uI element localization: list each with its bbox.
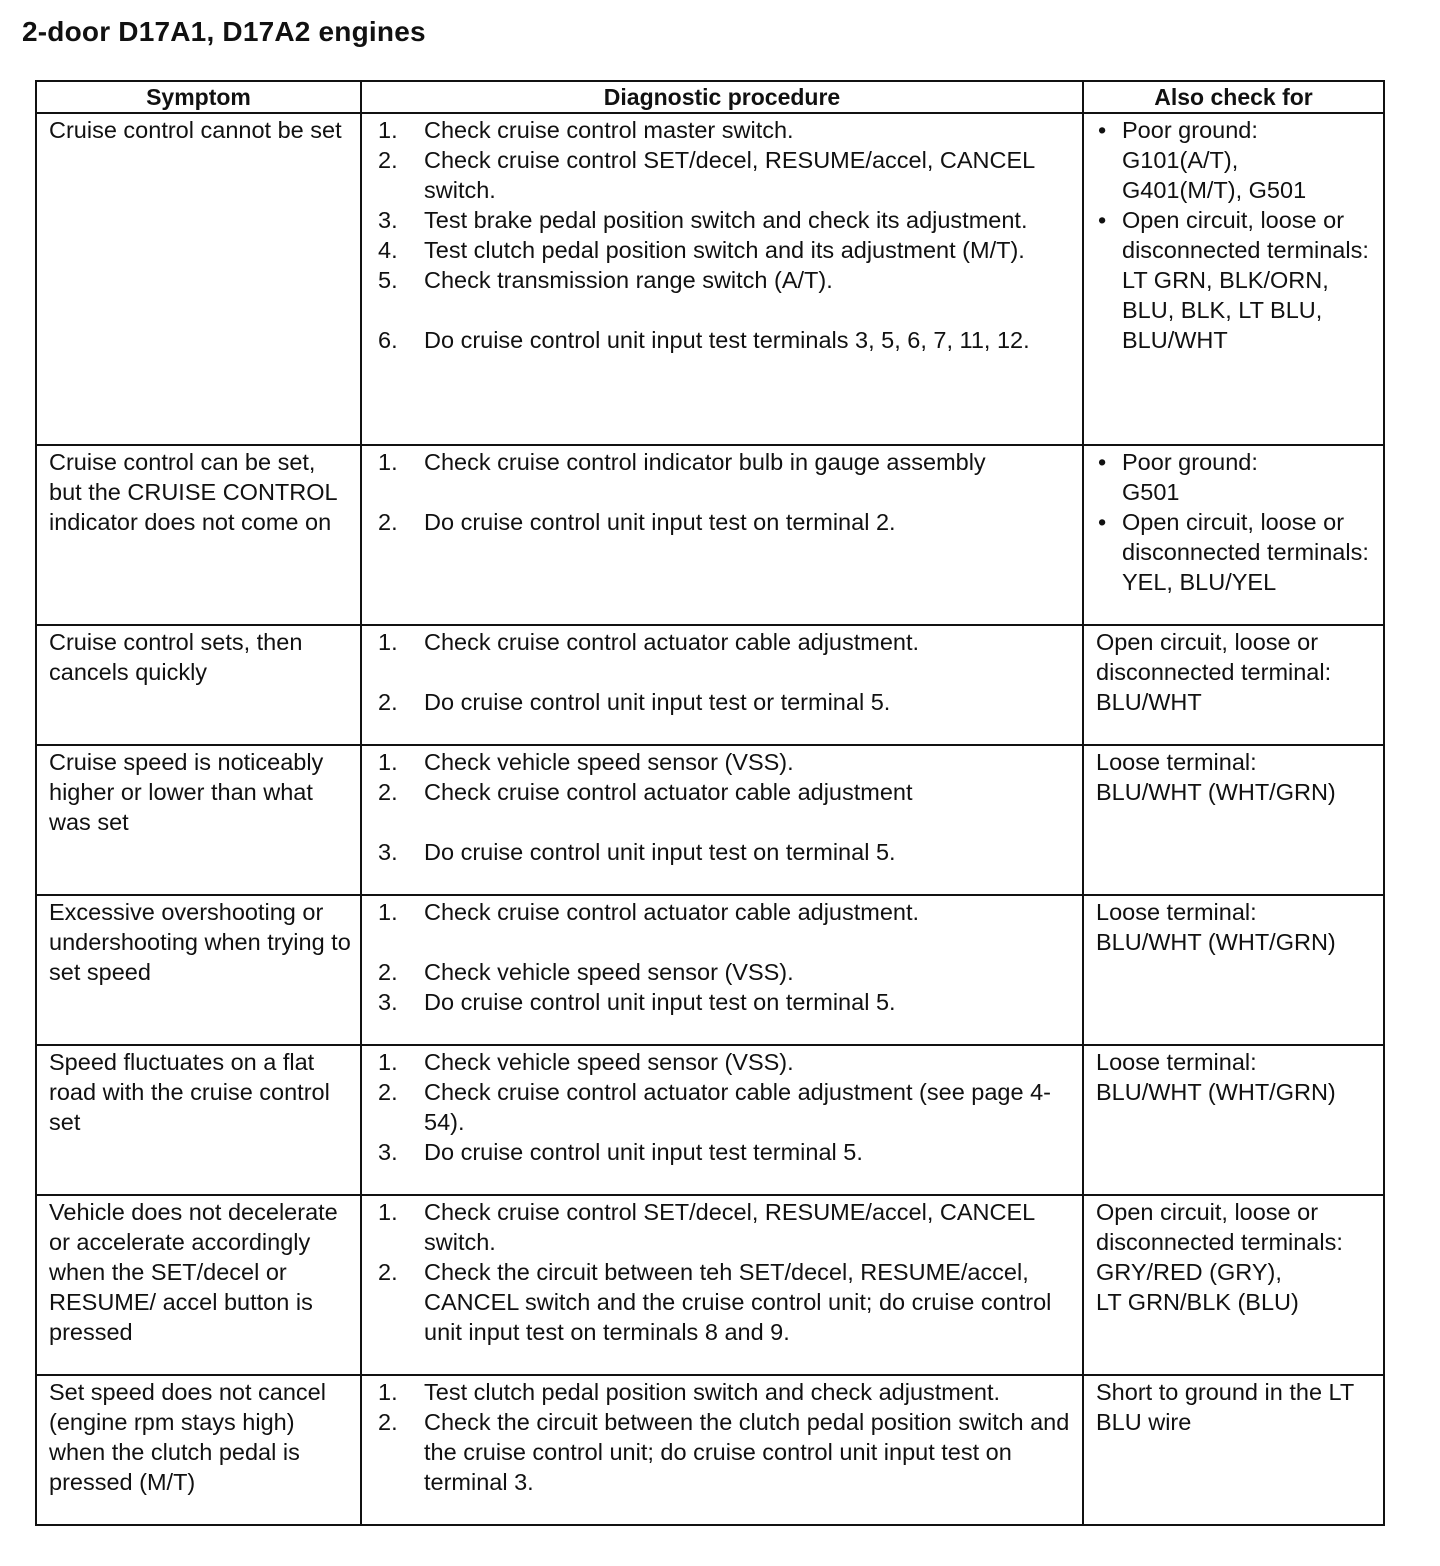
procedure-cell <box>361 895 1083 1045</box>
column-header-symptom: Symptom <box>36 81 361 113</box>
procedure-cell <box>361 1045 1083 1195</box>
diagnostic-table <box>35 80 1385 1526</box>
procedure-step: 1. Check vehicle speed sensor (VSS). <box>378 749 794 775</box>
procedure-step: 3. Do cruise control unit input test terminal 5. <box>378 1139 863 1165</box>
procedure-step: 2. Check the circuit between teh SET/decel, RESUME/accel, CANCEL switch and the cruise control unit; do cruise control unit input test on terminals 8 and 9. <box>378 1259 1052 1345</box>
also-check-cell <box>1083 1375 1384 1525</box>
procedure-cell <box>361 1375 1083 1525</box>
procedure-step: 1. Test clutch pedal position switch and check adjustment. <box>378 1379 1001 1405</box>
procedure-step: 6. Do cruise control unit input test terminals 3, 5, 6, 7, 11, 12. <box>378 327 1030 353</box>
procedure-step: 2. Do cruise control unit input test or terminal 5. <box>378 689 891 715</box>
also-check-cell <box>1083 895 1384 1045</box>
table-row <box>36 445 1384 625</box>
symptom-cell: Speed fluctuates on a flat road with the cruise control set <box>36 1045 361 1195</box>
table-row <box>36 1375 1384 1525</box>
column-header-also-check: Also check for <box>1083 81 1384 113</box>
procedure-step: 4. Test clutch pedal position switch and its adjustment (M/T). <box>378 237 1025 263</box>
procedure-step: 2. Check the circuit between the clutch pedal position switch and the cruise control unit; do cruise control unit input test on terminal 3. <box>378 1409 1070 1495</box>
also-check-cell <box>1083 113 1384 445</box>
symptom-cell: Vehicle does not decelerate or accelerate accordingly when the SET/decel or RESUME/ accel button is pressed <box>36 1195 361 1375</box>
also-check-cell <box>1083 625 1384 745</box>
symptom-cell: Set speed does not cancel (engine rpm stays high) when the clutch pedal is pressed (M/T) <box>36 1375 361 1525</box>
page-title: 2-door D17A1, D17A2 engines <box>22 16 426 47</box>
also-check-item: • Poor ground: G101(A/T), G401(M/T), G501 <box>1098 117 1307 203</box>
procedure-step: 1. Check cruise control actuator cable adjustment. <box>378 629 920 655</box>
also-check-cell <box>1083 745 1384 895</box>
also-check-cell <box>1083 1045 1384 1195</box>
procedure-cell <box>361 445 1083 625</box>
procedure-step: 2. Do cruise control unit input test on terminal 2. <box>378 509 896 535</box>
symptom-cell: Cruise speed is noticeably higher or lower than what was set <box>36 745 361 895</box>
procedure-step: 3. Test brake pedal position switch and check its adjustment. <box>378 207 1028 233</box>
also-check-cell <box>1083 1195 1384 1375</box>
procedure-step: 3. Do cruise control unit input test on terminal 5. <box>378 839 896 865</box>
table-row <box>36 1045 1384 1195</box>
table-row <box>36 1195 1384 1375</box>
also-check-item: Loose terminal: BLU/WHT (WHT/GRN) <box>1096 899 1336 955</box>
table-row <box>36 895 1384 1045</box>
procedure-cell <box>361 113 1083 445</box>
also-check-item: Open circuit, loose or disconnected terminal: BLU/WHT <box>1096 629 1332 715</box>
procedure-step: 1. Check vehicle speed sensor (VSS). <box>378 1049 794 1075</box>
symptom-cell: Cruise control cannot be set <box>36 113 361 445</box>
procedure-step: 2. Check cruise control actuator cable adjustment <box>378 779 913 805</box>
table-row <box>36 625 1384 745</box>
also-check-item: Short to ground in the LT BLU wire <box>1096 1379 1354 1435</box>
column-header-procedure: Diagnostic procedure <box>361 81 1083 113</box>
table-row <box>36 745 1384 895</box>
procedure-cell <box>361 625 1083 745</box>
symptom-cell: Cruise control sets, then cancels quickly <box>36 625 361 745</box>
symptom-cell: Cruise control can be set, but the CRUISE CONTROL indicator does not come on <box>36 445 361 625</box>
procedure-step: 2. Check vehicle speed sensor (VSS). <box>378 959 794 985</box>
procedure-step: 2. Check cruise control SET/decel, RESUME/accel, CANCEL switch. <box>378 147 1035 203</box>
also-check-item: Loose terminal: BLU/WHT (WHT/GRN) <box>1096 1049 1336 1105</box>
table-header-row <box>36 81 1384 113</box>
also-check-item: • Open circuit, loose or disconnected terminals: YEL, BLU/YEL <box>1098 509 1369 595</box>
procedure-step: 5. Check transmission range switch (A/T). <box>378 267 833 293</box>
symptom-cell: Excessive overshooting or undershooting when trying to set speed <box>36 895 361 1045</box>
also-check-item: • Open circuit, loose or disconnected terminals: LT GRN, BLK/ORN, BLU, BLK, LT BLU, BLU/WHT <box>1098 207 1369 353</box>
procedure-cell <box>361 1195 1083 1375</box>
procedure-step: 1. Check cruise control SET/decel, RESUME/accel, CANCEL switch. <box>378 1199 1035 1255</box>
table-row <box>36 113 1384 445</box>
procedure-cell <box>361 745 1083 895</box>
also-check-item: Loose terminal: BLU/WHT (WHT/GRN) <box>1096 749 1336 805</box>
also-check-item: • Poor ground: G501 <box>1098 449 1258 505</box>
procedure-step: 3. Do cruise control unit input test on terminal 5. <box>378 989 896 1015</box>
procedure-step: 1. Check cruise control master switch. <box>378 117 794 143</box>
procedure-step: 1. Check cruise control indicator bulb in gauge assembly <box>378 449 986 475</box>
procedure-step: 1. Check cruise control actuator cable adjustment. <box>378 899 920 925</box>
procedure-step: 2. Check cruise control actuator cable adjustment (see page 4-54). <box>378 1079 1051 1135</box>
also-check-cell <box>1083 445 1384 625</box>
also-check-item: Open circuit, loose or disconnected terminals: GRY/RED (GRY), LT GRN/BLK (BLU) <box>1096 1199 1343 1315</box>
